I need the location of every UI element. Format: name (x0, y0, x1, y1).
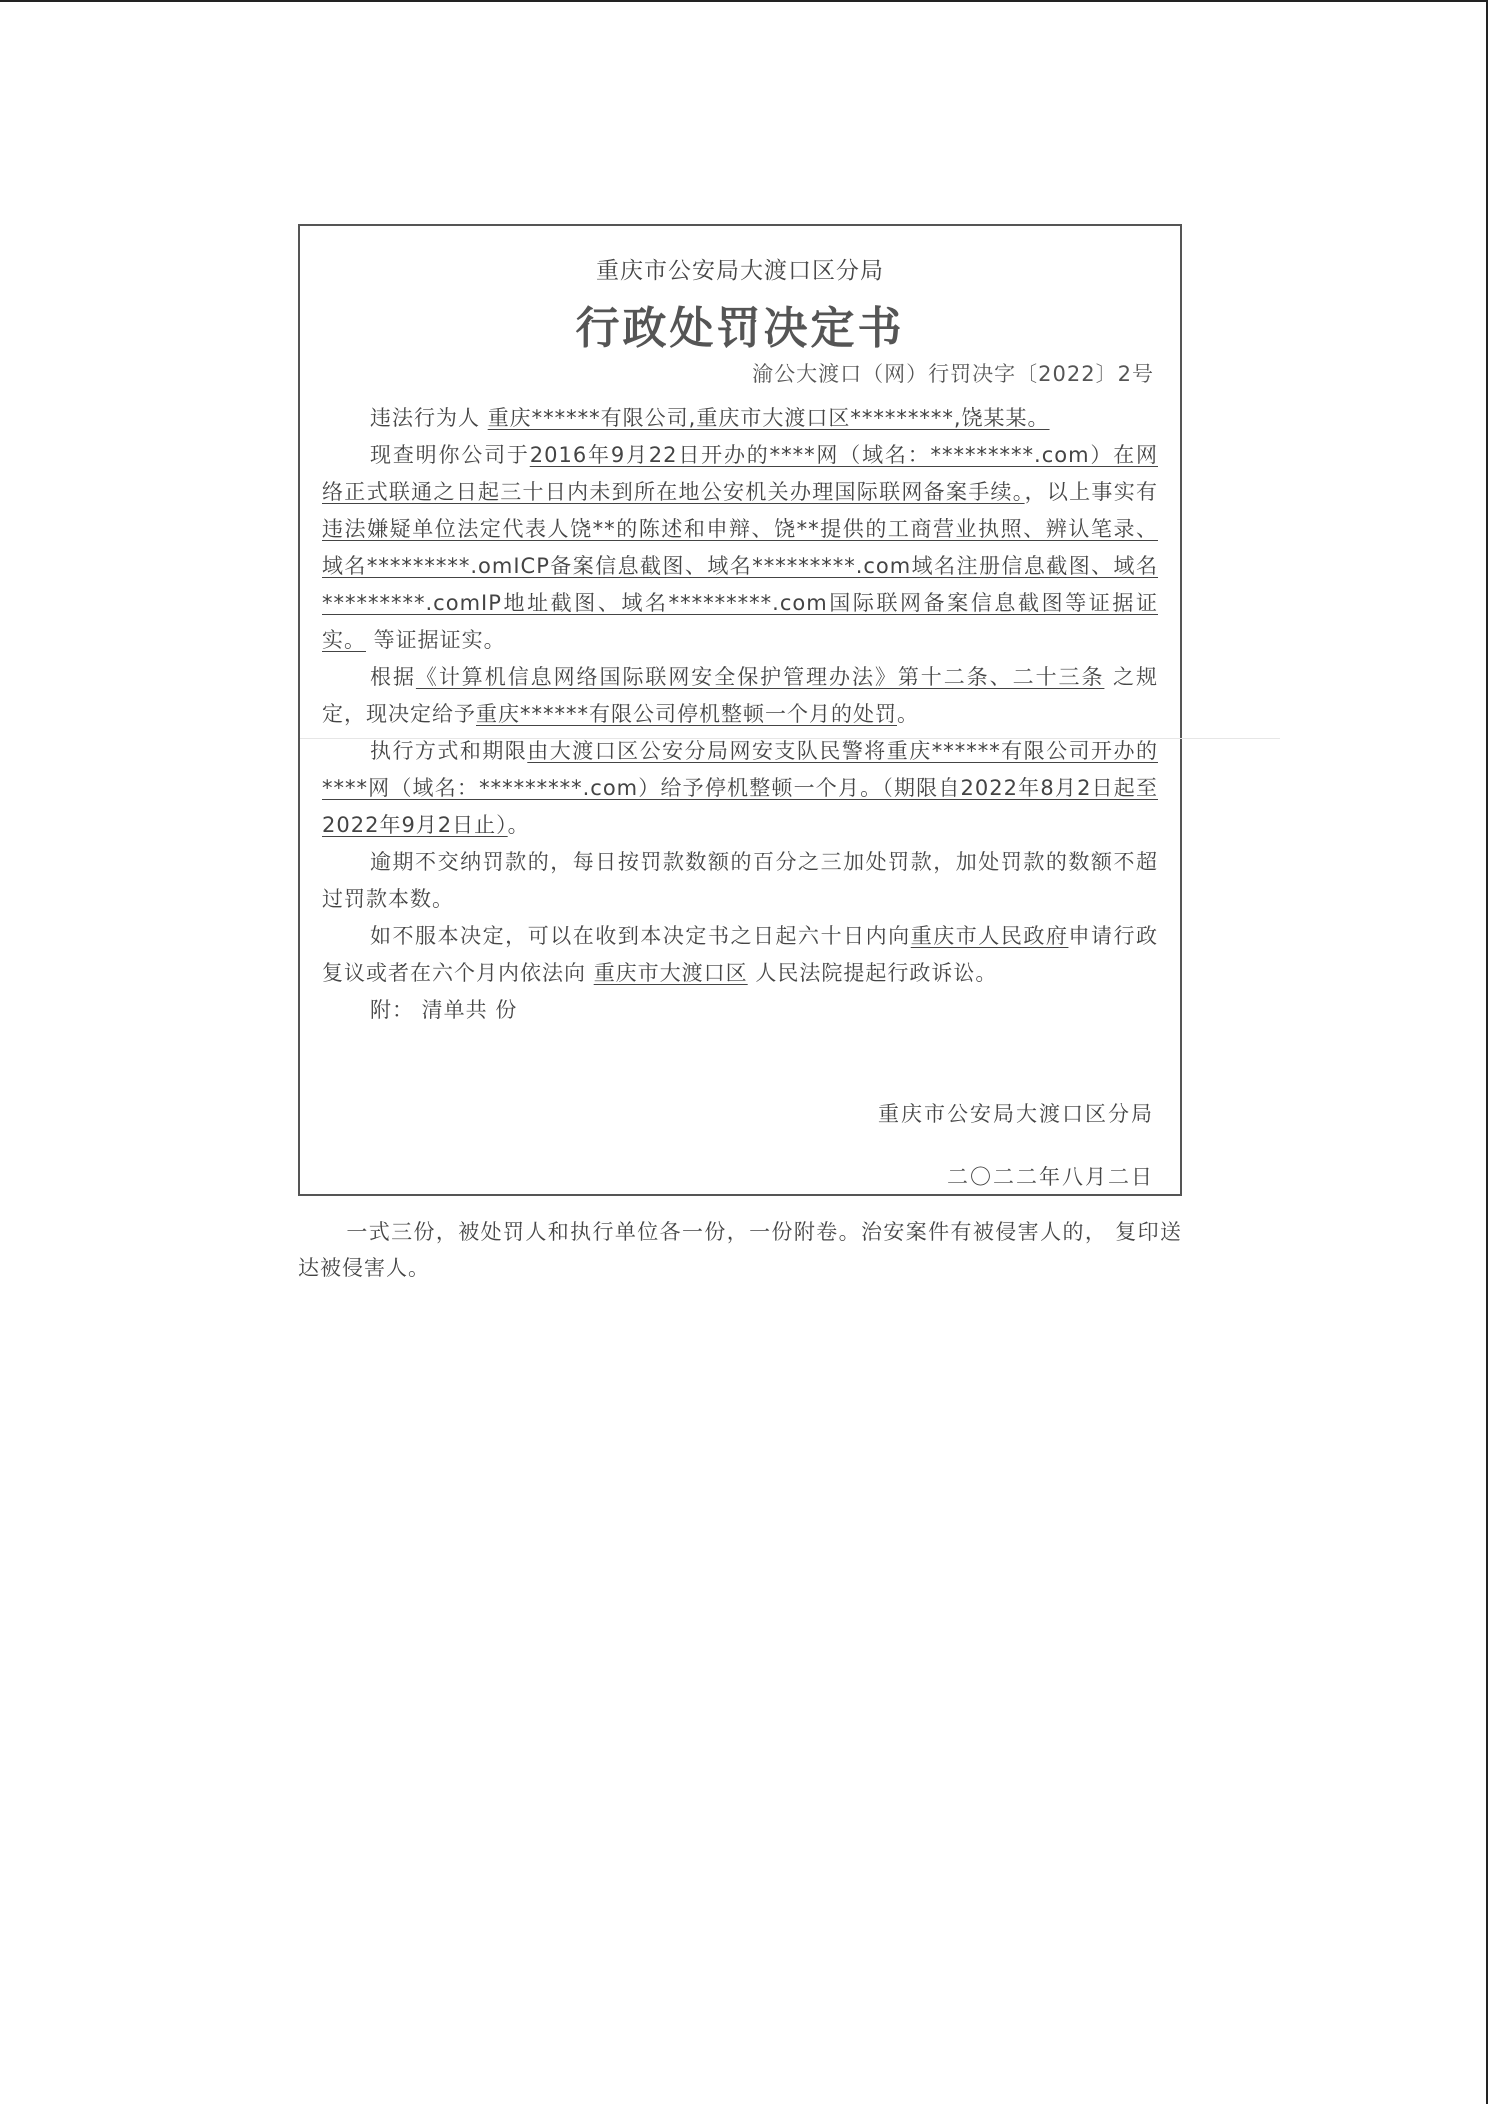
distribution-note-text: 一式三份，被处罚人和执行单位各一份，一份附卷。治安案件有被侵害人的， 复印送达被侵害人。 (298, 1220, 1183, 1280)
decision-body (322, 400, 1158, 1029)
offender-label: 违法行为人 (370, 406, 480, 430)
appeal-lead: 如不服本决定，可以在收到本决定书之日起六十日内向 (370, 924, 911, 948)
offender-paragraph (322, 400, 1158, 437)
issuing-agency-header: 重庆市公安局大渡口区分局 (596, 258, 884, 284)
appeal-paragraph (322, 918, 1158, 992)
facts-tail: 等证据证实。 (366, 628, 506, 652)
appeal-tail: 人民法院提起行政诉讼。 (747, 961, 998, 985)
legal-basis-tail: 。 (897, 702, 919, 726)
execution-paragraph (322, 733, 1158, 844)
page-top-border (0, 0, 1488, 2)
facts-evidence: 违法嫌疑单位法定代表人饶**的陈述和申辩、饶**提供的工商营业执照、辨认笔录、域名*********.omICP备案信息截图、域名*********.com域名注册信息截图、域名*********.comIP地址截图、域名*********.com国际联网备案信息截图等证据证实。 (322, 517, 1158, 652)
legal-basis-law: 《计算机信息网络国际联网安全保护管理办法》第十二条、二十三条 (415, 665, 1105, 689)
late-fee-paragraph: 逾期不交纳罚款的，每日按罚款数额的百分之三加处罚款，加处罚款的数额不超过罚款本数。 (322, 850, 1158, 911)
facts-value: 2016年9月22日开办的****网（域名：*********.com）在网络正式联通之日起三十日内未到所在地公安机关办理国际联网备案手续。 (322, 443, 1158, 504)
appeal-government: 重庆市人民政府 (910, 924, 1069, 948)
legal-basis-lead: 根据 (370, 665, 416, 689)
execution-tail: 。 (507, 813, 530, 837)
signature-block (878, 1096, 1154, 1222)
appeal-mid: 申请行政复议或者在六个月内依法向 (322, 924, 1159, 985)
legal-basis-paragraph (322, 659, 1158, 733)
offender-value: 重庆******有限公司,重庆市大渡口区*********,饶某某。 (487, 406, 1050, 430)
attachment-paragraph: 附： 清单共 份 (370, 998, 518, 1022)
penalty-value: 重庆******有限公司停机整顿一个月的处罚 (476, 702, 897, 726)
scan-artifact-line (300, 738, 1280, 739)
decision-document-frame (298, 224, 1182, 1196)
facts-lead: 现查明你公司于 (370, 443, 530, 467)
signing-date: 二〇二二年八月二日 (947, 1165, 1154, 1189)
distribution-note (298, 1214, 1182, 1286)
signing-agency: 重庆市公安局大渡口区分局 (878, 1102, 1154, 1126)
execution-value: 由大渡口区公安分局网安支队民警将重庆******有限公司开办的****网（域名：*********.com）给予停机整顿一个月。（期限自2022年8月2日起至2022年9月2日止） (322, 739, 1158, 837)
appeal-court: 重庆市大渡口区 (593, 961, 748, 985)
facts-paragraph (322, 437, 1158, 659)
document-number: 渝公大渡口（网）行罚决字〔2022〕2号 (752, 362, 1154, 386)
document-title: 行政处罚决定书 (575, 303, 905, 354)
execution-lead: 执行方式和期限 (370, 739, 528, 763)
facts-mid: ，以上事实有 (1024, 480, 1158, 504)
legal-basis-mid: 之规定，现决定给予 (322, 665, 1158, 726)
